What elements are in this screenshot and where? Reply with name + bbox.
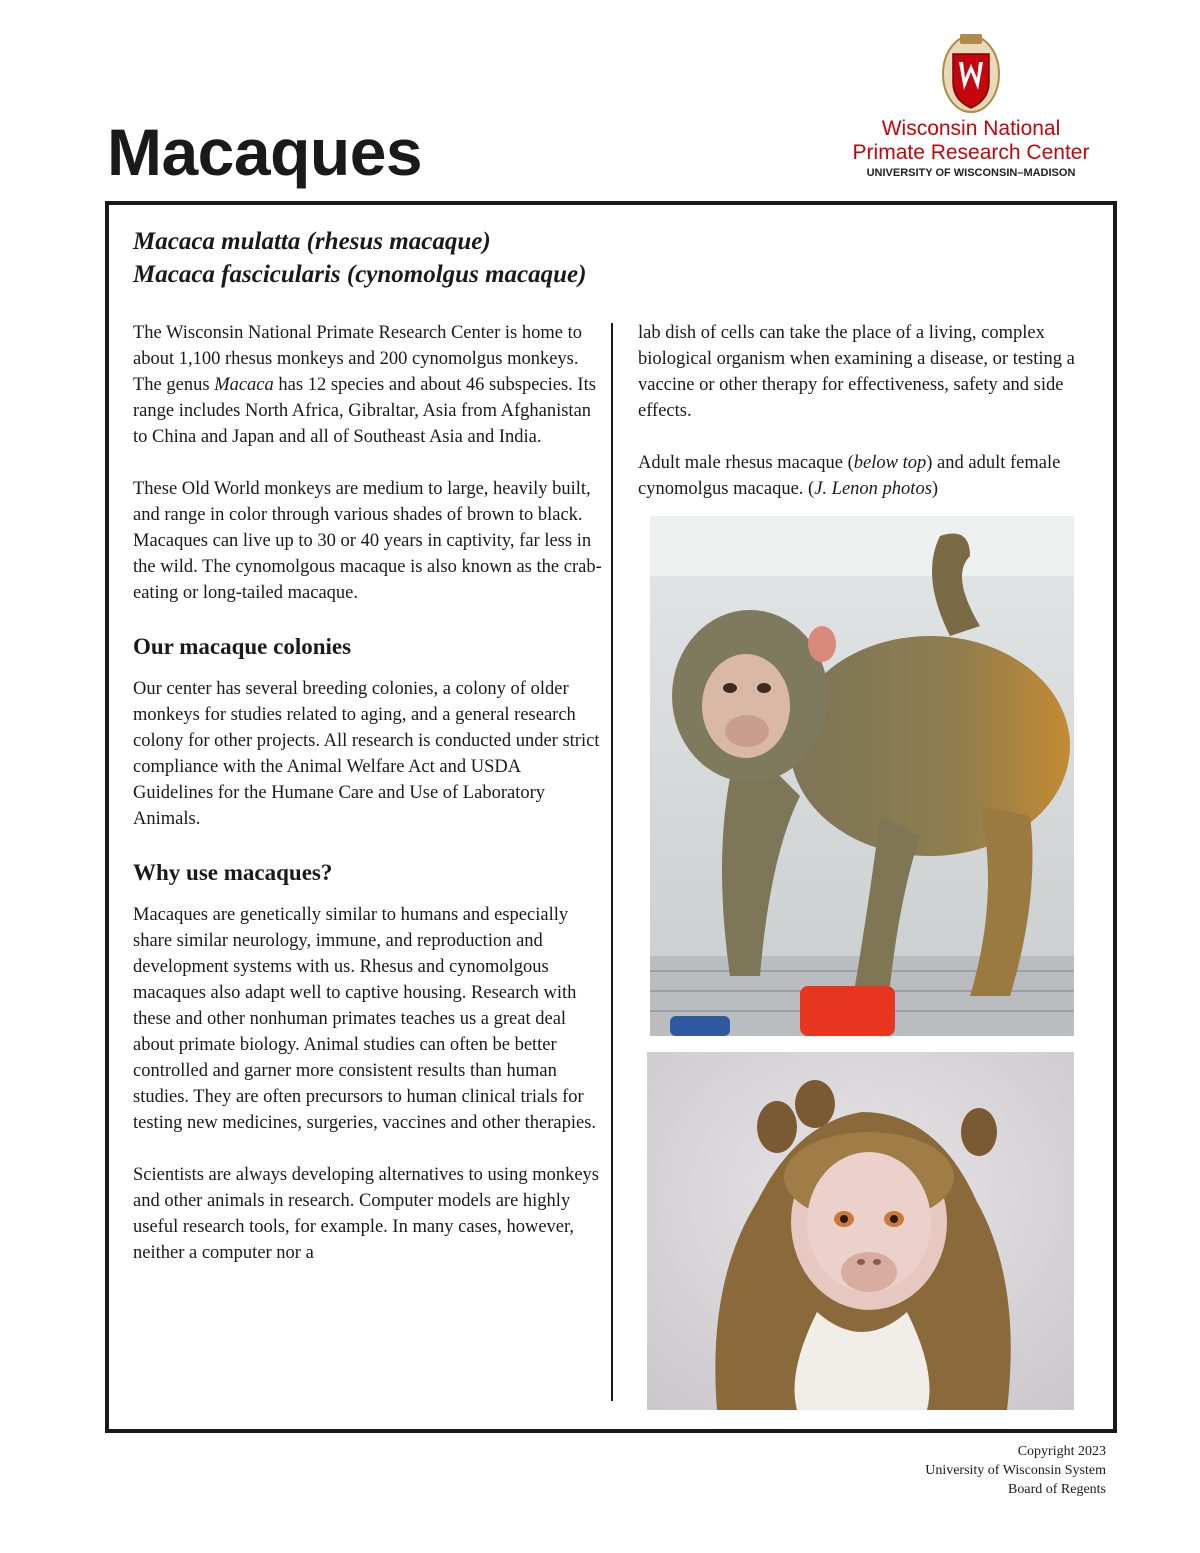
copyright-notice <box>925 1442 1106 1499</box>
intro-paragraph: The Wisconsin National Primate Research Center is home to about 1,100 rhesus monkeys and 200 cynomolgus monkeys. The genus Macaca has 12 species and about 46 subspecies. Its range includes North Africa, Gibraltar, Asia from Afghanistan to China and Japan and all of Southeast Asia and India. <box>133 323 596 447</box>
species-line-2: Macaca fascicularis (cynomolgus macaque) <box>133 261 587 288</box>
page-title: Macaques <box>107 115 423 189</box>
copyright-line-2: University of Wisconsin System <box>925 1463 1106 1478</box>
copyright-line-3: Board of Regents <box>1008 1482 1106 1497</box>
species-line-1: Macaca mulatta (rhesus macaque) <box>133 228 491 255</box>
column-divider <box>611 323 613 1401</box>
copyright-line-1: Copyright 2023 <box>1017 1444 1106 1459</box>
heading-why: Why use macaques? <box>133 860 333 885</box>
why-paragraph: Macaques are genetically similar to humans and especially share similar neurology, immune, and reproduction and development systems with us. Rhesus and cynomolgous macaques also adapt well to captive housing. Research with these and other nonhuman primates teaches us a great deal about primate biology. Animal studies can often be better controlled and garner more consistent results than human studies. They are often precursors to human clinical trials for testing new medicines, surgeries, vaccines and other therapies. <box>133 905 597 1133</box>
left-column <box>133 320 603 1292</box>
rhesus-macaque-photo <box>650 516 1074 1036</box>
colonies-paragraph: Our center has several breeding colonies, a colony of older monkeys for studies related to aging, and a general research colony for other projects. All research is conducted under strict compliance with the Animal Welfare Act and USDA Guidelines for the Humane Care and Use of Laboratory Animals. <box>133 679 600 829</box>
continued-paragraph: lab dish of cells can take the place of a living, complex biological organism when examining a disease, or testing a vaccine or other therapy for effectiveness, safety and side effects. <box>638 323 1075 421</box>
heading-colonies: Our macaque colonies <box>133 634 352 659</box>
species-heading <box>133 225 833 291</box>
photo-caption: Adult male rhesus macaque (below top) and adult female cynomolgus macaque. (J. Lenon photos) <box>638 453 1061 499</box>
description-paragraph: These Old World monkeys are medium to large, heavily built, and range in color through various shades of brown to black. Macaques can live up to 30 or 40 years in captivity, far less in the wild. The cynomolgous macaque is also known as the crab-eating or long-tailed macaque. <box>133 479 602 603</box>
uw-crest-icon <box>940 30 1002 116</box>
logo-line-2: Primate Research Center <box>852 141 1090 164</box>
logo-line-3: UNIVERSITY OF WISCONSIN–MADISON <box>866 167 1076 179</box>
logo-line-1: Wisconsin National <box>881 117 1061 140</box>
wnprc-logo <box>830 30 1112 180</box>
cynomolgus-macaque-photo <box>647 1052 1074 1410</box>
alternatives-paragraph: Scientists are always developing alternatives to using monkeys and other animals in research. Computer models are highly useful research tools, for example. In many cases, however, neither a computer nor a <box>133 1165 599 1263</box>
genus-name: Macaca <box>214 375 274 395</box>
right-column <box>638 320 1078 528</box>
